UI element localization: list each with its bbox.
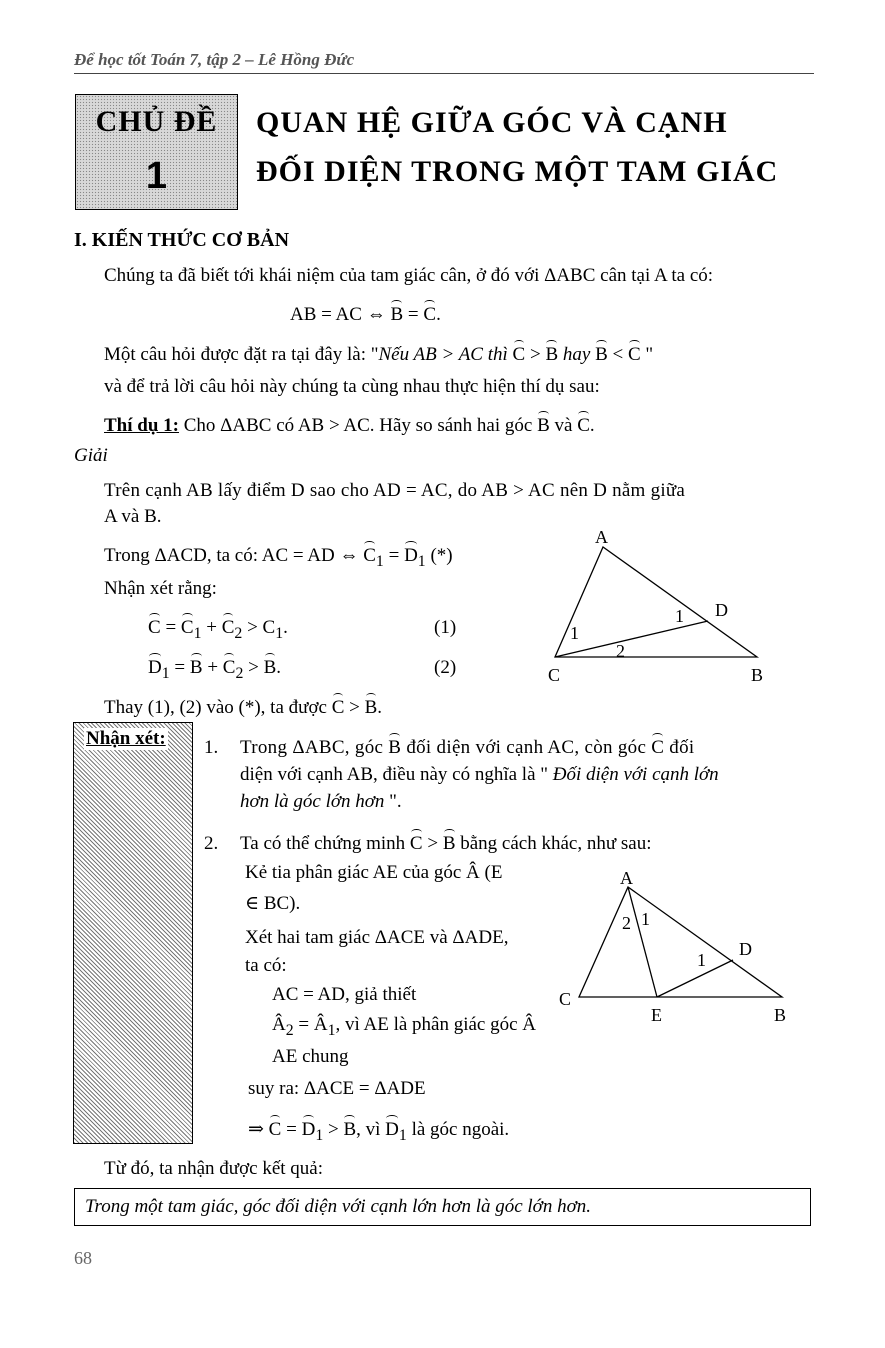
r2-c: C xyxy=(409,833,423,854)
q-angle-c2: C xyxy=(627,344,641,365)
sub-b: B xyxy=(364,697,378,718)
example-text: Cho ΔABC có AB > AC. Hãy so sánh hai góc xyxy=(178,415,538,436)
r2-l7a: Â xyxy=(272,1014,286,1035)
l1-c1: C xyxy=(180,617,194,638)
r2-b: B xyxy=(442,833,456,854)
l1-s1: 1 xyxy=(193,624,202,642)
label-d-2: D xyxy=(739,939,752,959)
remark-2-line-8: AE chung xyxy=(272,1046,349,1067)
sub-end: . xyxy=(377,697,383,718)
r2-l10mid: , vì xyxy=(356,1119,386,1140)
sub-c: C xyxy=(331,697,345,718)
solution-line-3 xyxy=(104,545,453,571)
l2-b2: B xyxy=(263,657,277,678)
remark-2-line-4: Xét hai tam giác ΔACE và ΔADE, xyxy=(245,927,509,948)
ex-angle-b: B xyxy=(537,415,550,436)
r2-l7c: , vì AE là phân giác góc Â xyxy=(335,1014,537,1035)
remark-1-line-1 xyxy=(240,737,694,759)
sub-gt: > xyxy=(344,697,365,718)
l1-c2: C xyxy=(221,617,235,638)
eq-end: . xyxy=(436,304,441,325)
q-angle-c: C xyxy=(512,344,526,365)
r2-a: Ta có thể chứng minh xyxy=(240,833,410,854)
angle-c: C xyxy=(423,304,437,325)
q-lt: < xyxy=(607,344,628,365)
label-b-2: B xyxy=(774,1005,787,1025)
q-end: " xyxy=(640,344,654,365)
l1-eq: = xyxy=(160,617,181,638)
l2-dot: . xyxy=(276,657,282,678)
r2-end: bằng cách khác, như sau: xyxy=(455,833,652,854)
label-angle-d1: 1 xyxy=(675,606,684,626)
chapter-number: 1 xyxy=(145,155,168,197)
r2-l7b: = Â xyxy=(293,1014,328,1035)
theorem-statement: Trong một tam giác, góc đối diện với cạnh lớn hơn là góc lớn hơn. xyxy=(85,1196,591,1217)
header-divider xyxy=(74,73,814,74)
solution-line-1: Trên cạnh AB lấy điểm D sao cho AD = AC, do AB > AC nên D nằm giữa xyxy=(104,480,686,501)
intro-paragraph-2: và để trả lời câu hỏi này chúng ta cùng nhau thực hiện thí dụ sau: xyxy=(104,376,600,397)
s3-angle-d: D xyxy=(404,545,418,566)
result-lead: Từ đó, ta nhận được kết quả: xyxy=(104,1158,324,1179)
r1-a: Trong ΔABC, góc xyxy=(240,737,389,758)
r2-l10gt: > xyxy=(323,1119,344,1140)
ex-va: và xyxy=(549,415,578,436)
label-angle-d1-2: 1 xyxy=(697,950,706,970)
l2-s: 1 xyxy=(161,664,170,682)
chapter-badge xyxy=(75,94,238,210)
remark-2-line-6: AC = AD, giả thiết xyxy=(272,984,417,1005)
example-label: Thí dụ 1: xyxy=(104,415,179,436)
page-number: 68 xyxy=(74,1248,92,1268)
r1-end: đối xyxy=(664,737,695,758)
equation-1-number: (1) xyxy=(434,617,457,638)
l2-eq: = xyxy=(169,657,190,678)
solution-label: Giải xyxy=(74,445,108,466)
chapter-label: CHỦ ĐỀ xyxy=(95,105,218,138)
triangle-figure-1 xyxy=(540,525,780,690)
section-heading: I. KIẾN THỨC CƠ BẢN xyxy=(74,229,290,251)
bisector-ae xyxy=(628,887,657,997)
remark-2-line-2: Kẻ tia phân giác AE của góc Â (E xyxy=(245,862,503,883)
l2-s2: 2 xyxy=(235,664,244,682)
q-italic: Nếu AB > AC thì xyxy=(378,344,513,365)
r2-l10d: D xyxy=(301,1119,316,1140)
label-angle-c1: 1 xyxy=(570,623,579,643)
label-angle-c2: 2 xyxy=(616,641,625,661)
remark-sidebar xyxy=(73,722,193,1144)
solution-line-4: Nhận xét rằng: xyxy=(104,578,217,599)
triangle-figure-2 xyxy=(555,865,800,1030)
remark-2-line-10 xyxy=(248,1118,509,1145)
l1-c: C xyxy=(148,617,161,638)
ex-end: . xyxy=(589,415,595,436)
r2-l10a: ⇒ xyxy=(248,1119,269,1140)
r2-l10s: 1 xyxy=(315,1126,324,1144)
s3-sub1: 1 xyxy=(375,552,384,570)
l1-gt: > C xyxy=(242,617,276,638)
q-hay: hay xyxy=(558,344,596,365)
l2-c2: C xyxy=(222,657,236,678)
r1-mid: đối diện với cạnh AC, còn góc xyxy=(401,737,652,758)
s3-eq: = xyxy=(383,545,405,566)
equation-2 xyxy=(148,657,281,683)
s3-angle-c: C xyxy=(363,545,376,566)
label-angle-a2: 2 xyxy=(622,913,631,933)
l1-dot: . xyxy=(283,617,288,638)
remark-2-number: 2. xyxy=(204,833,219,854)
label-b: B xyxy=(751,665,764,685)
r2-l10d2: D xyxy=(385,1119,399,1140)
theorem-box xyxy=(74,1188,811,1226)
remark-1-number: 1. xyxy=(204,737,219,758)
label-a-2: A xyxy=(620,868,633,888)
label-c-2: C xyxy=(559,989,572,1009)
r2-l10s2: 1 xyxy=(398,1126,407,1144)
angle-b: B xyxy=(390,304,404,325)
chapter-title-line-1: QUAN HỆ GIỮA GÓC VÀ CẠNH xyxy=(256,106,728,139)
sub-text: Thay (1), (2) vào (*), ta được xyxy=(104,697,332,718)
r2-l10c: C xyxy=(268,1119,282,1140)
q-prefix: Một câu hỏi được đặt ra tại đây là: " xyxy=(104,344,379,365)
l2-gt: > xyxy=(243,657,264,678)
label-angle-a1: 1 xyxy=(641,909,650,929)
remark-2-line-7 xyxy=(272,1014,536,1040)
equation-2-number: (2) xyxy=(434,657,457,678)
eq-text: AB = AC ⇔ xyxy=(290,304,391,325)
r2-l7s2: 1 xyxy=(327,1021,336,1039)
r1-l2b: Đối diện với cạnh lớn xyxy=(552,764,719,785)
r2-l10end: là góc ngoài. xyxy=(406,1119,510,1140)
substitution-line xyxy=(104,697,382,719)
eq-sign: = xyxy=(403,304,424,325)
segment-de xyxy=(657,960,733,997)
r1-l2a: diện với cạnh AB, điều này có nghĩa là " xyxy=(240,764,553,785)
q-angle-b2: B xyxy=(595,344,608,365)
r1-c: C xyxy=(651,737,665,758)
l1-s3: 1 xyxy=(275,624,284,642)
chapter-title-line-2: ĐỐI DIỆN TRONG MỘT TAM GIÁC xyxy=(256,155,779,188)
r1-b: B xyxy=(388,737,402,758)
remark-2-line-9: suy ra: ΔACE = ΔADE xyxy=(248,1078,426,1099)
equation-1 xyxy=(148,617,288,643)
l2-plus: + xyxy=(202,657,223,678)
r2-l10b: B xyxy=(343,1119,357,1140)
question-line xyxy=(104,344,653,366)
r2-l10eq: = xyxy=(281,1119,302,1140)
r2-gt: > xyxy=(422,833,443,854)
label-c: C xyxy=(548,665,561,685)
l1-plus: + xyxy=(201,617,222,638)
s3-star: (*) xyxy=(425,545,453,566)
isosceles-equivalence xyxy=(290,304,441,326)
remark-2-line-1 xyxy=(240,833,652,855)
remark-1-line-2 xyxy=(240,764,719,786)
label-d: D xyxy=(715,600,728,620)
solution-line-2: A và B. xyxy=(104,506,162,527)
example-1 xyxy=(104,415,595,437)
q-angle-b: B xyxy=(545,344,559,365)
label-e-2: E xyxy=(651,1005,662,1025)
r1-l3b: ". xyxy=(384,791,402,812)
remark-2-line-3: ∈ BC). xyxy=(245,893,301,914)
remark-1-line-3 xyxy=(240,791,402,813)
ex-angle-c: C xyxy=(577,415,590,436)
l2-b: B xyxy=(189,657,203,678)
r1-l3a: hơn là góc lớn hơn xyxy=(240,791,385,812)
r2-l7s1: 2 xyxy=(285,1021,294,1039)
l1-s2: 2 xyxy=(234,624,243,642)
l2-d: D xyxy=(148,657,162,678)
s3-sub2: 1 xyxy=(417,552,426,570)
remark-2-line-5: ta có: xyxy=(245,955,287,976)
s3-text: Trong ΔACD, ta có: AC = AD ⇔ xyxy=(104,545,364,566)
intro-paragraph: Chúng ta đã biết tới khái niệm của tam giác cân, ở đó với ΔABC cân tại A ta có: xyxy=(104,265,714,286)
running-header: Để học tốt Toán 7, tập 2 – Lê Hồng Đức xyxy=(74,50,355,69)
label-a: A xyxy=(595,527,608,547)
q-gt: > xyxy=(525,344,546,365)
remark-label: Nhận xét: xyxy=(86,728,166,749)
